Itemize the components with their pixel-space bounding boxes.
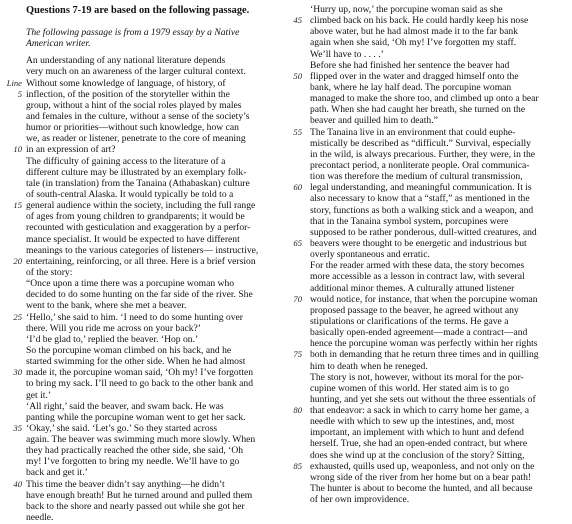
line-number-marker: 75 (293, 349, 302, 360)
passage-line: of south-central Alaska. It would typically be told to a (26, 188, 234, 200)
passage-line: wrong side of the river from her home but on a bear path! (310, 471, 532, 483)
passage-line: tion was therefore the medium of cultural transmission, (310, 171, 523, 183)
passage-line: that in the Tanaina symbol system, porcupines were (310, 215, 509, 227)
passage-line: they had practically reached the other side, she said, ‘Oh (26, 445, 244, 457)
passage-line: bank, where he lay half dead. The porcupine woman (310, 81, 512, 93)
passage-line: path. When she had caught her breath, she turned on the (310, 104, 526, 116)
passage-line: back and get it.’ (26, 467, 88, 479)
passage-line: started swimming for the other side. When he had almost (26, 356, 246, 368)
passage-line: tale (in translation) from the Tanaina (Athabaskan) culture (26, 177, 250, 189)
passage-line: managed to make the shore too, and climbed up onto a bear (310, 93, 539, 105)
line-number-marker: 15 (13, 200, 22, 211)
passage-line: him to death when he reneged. (310, 360, 428, 372)
passage-line: get it.’ (26, 389, 52, 401)
passage-line: climbed back on his back. He could hardly keep his nose (310, 15, 529, 27)
passage-line: proposed passage to the beaver, he agreed without any (310, 304, 519, 316)
passage-line: important, an implement with which to hunt and defend (310, 427, 524, 439)
passage-line: ‘Okay,’ she said. ‘Let’s go.’ So they started across (26, 422, 218, 434)
passage-line: made it, the porcupine woman said, ‘Oh my! I’ve forgotten (26, 367, 254, 379)
passage-line: humor or priorities—without such knowledge, how can (26, 122, 239, 134)
passage-line: does she wind up at the conclusion of the story? Sitting, (310, 449, 525, 461)
passage-line: hunting, and yet she sets out without the three essentials of (310, 393, 536, 405)
passage-line: of ages from young children to grandparents; it would be (26, 211, 245, 223)
passage-line: needle. (26, 512, 54, 524)
right-passage-text (310, 4, 564, 505)
passage-line: story, functions as both a walking stick and a weapon, and (310, 204, 534, 216)
passage-line: needle with which to sew up the intestines, and, most (310, 416, 515, 428)
line-number-marker: 60 (293, 182, 302, 193)
passage-line: of her own improvidence. (310, 494, 410, 506)
passage-line: very much on an awareness of the larger cultural context. (26, 66, 246, 78)
passage-line: back to the shore and nearly passed out while she got her (26, 500, 245, 512)
passage-line: The hunter is about to become the hunted, and all because (310, 483, 533, 495)
line-number-marker: 70 (293, 293, 302, 304)
passage-line: The story is not, however, without its moral for the por- (310, 371, 524, 383)
passage-line: we, as reader or listener, penetrate to the core of meaning (26, 133, 246, 145)
passage-line: panting while the porcupine woman went to get her sack. (26, 411, 246, 423)
passage-line: mistically be described as “difficult.” Survival, especially (310, 137, 531, 149)
passage-line: went to the bank, where she met a beaver. (26, 300, 187, 312)
line-number-marker: 5 (17, 88, 22, 99)
passage-line: also necessary to know that a “staff,” as mentioned in the (310, 193, 530, 205)
left-passage-text (26, 55, 287, 523)
passage-line: ‘I’d be glad to,’ replied the beaver. ‘Hop on.’ (26, 333, 199, 345)
passage-line: of the story: (26, 266, 73, 278)
right-column (310, 4, 564, 505)
passage-line: that endeavor: a sack in which to carry home her game, a (310, 405, 529, 417)
line-number-marker: 65 (293, 237, 302, 248)
line-number-marker: 80 (293, 405, 302, 416)
passage-line: supposed to be rather ponderous, dull-witted creatures, and (310, 226, 537, 238)
intro-line: American writer. (26, 38, 91, 50)
passage-line: decided to do some hunting on the far side of the river. She (26, 289, 253, 301)
passage-line: ‘Hello,’ she said to him. ‘I need to do some hunting over (26, 311, 243, 323)
line-number-marker: 20 (13, 255, 22, 266)
passage-line: An understanding of any national literature depends (26, 55, 226, 67)
passage-line: hence the porcupine woman was perfectly within her rights (310, 338, 538, 350)
passage-line: stipulations or clarifications of the terms. He gave a (310, 315, 509, 327)
passage-line: ‘All right,’ said the beaver, and swam back. He was (26, 400, 224, 412)
line-number-marker: 55 (293, 126, 302, 137)
passage-line: general audience within the society, including the full range (26, 200, 256, 212)
passage-line: in an expression of art? (26, 144, 116, 156)
passage-line: different culture may be illustrated by an exemplary folk- (26, 166, 247, 178)
passage-line: So the porcupine woman climbed on his back, and he (26, 344, 232, 356)
passage-line: recounted with gesticulation and exaggeration by a perfor- (26, 222, 251, 234)
passage-line: precontact period, a nonliterate people. Oral communica- (310, 159, 530, 171)
passage-line: beaver and quilled him to death.” (310, 115, 438, 127)
passage-line: The Tanaina live in an environment that could euphe- (310, 126, 516, 138)
passage-line: The difficulty of gaining access to the literature of a (26, 155, 226, 167)
passage-line: again when she said, ‘Oh my! I’ve forgotten my staff. (310, 37, 517, 49)
passage-line: my! I’ve forgotten to bring my needle. We’ll have to go (26, 456, 240, 468)
passage-line: exhausted, quills used up, weaponless, and not only on the (310, 460, 535, 472)
line-number-marker: 50 (293, 70, 302, 81)
passage-line: meanings to the various categories of listeners— instructive, (26, 244, 259, 256)
passage-line: herself. True, she had an open-ended contract, but where (310, 438, 528, 450)
line-number-marker: 25 (13, 311, 22, 322)
passage-line: basically open-ended agreement—made a contract—and (310, 327, 528, 339)
line-number-marker: 85 (293, 460, 302, 471)
passage-line: more accessible as a lesson in contract law, with several (310, 271, 525, 283)
passage-line: additional minor themes. A culturally attuned listener (310, 282, 515, 294)
passage-line: cupine women of this world. Her stated aim is to go (310, 382, 510, 394)
passage-line: group, without a hint of the social roles played by males (26, 99, 242, 111)
heading-spacer (26, 18, 287, 27)
passage-line: ‘Hurry up, now,’ the porcupine woman said as she (310, 4, 503, 15)
passage-line: mance specialist. It would be expected to have different (26, 233, 240, 245)
passage-line: have enough breath! But he turned around and pulled them (26, 489, 253, 501)
passage-line: Before she had finished her sentence the beaver had (310, 59, 510, 71)
passage-line: there. Will you ride me across on your back?’ (26, 322, 201, 334)
line-number-marker: 10 (13, 144, 22, 155)
left-column (26, 4, 287, 523)
passage-line: flipped over in the water and dragged himself onto the (310, 70, 519, 82)
passage-line: and females in the culture, without a sense of the society’s (26, 110, 250, 122)
passage-line: beavers were thought to be energetic and industrious but (310, 237, 527, 249)
passage-line: Without some knowledge of language, of history, of (26, 77, 226, 89)
intro-line: The following passage is from a 1979 essay by a Native (26, 27, 240, 38)
passage-line: again. The beaver was swimming much more slowly. When (26, 434, 256, 446)
passage-line: overly spontaneous and erratic. (310, 249, 430, 261)
line-number-marker: 30 (13, 367, 22, 378)
passage-line: both in demanding that he return three times and in quilling (310, 349, 539, 361)
passage-line: inflection, of the position of the storyteller within the (26, 88, 230, 100)
line-number-marker: 35 (13, 422, 22, 433)
passage-line: to bring my sack. I’ll need to go back to the other bank and (26, 378, 253, 390)
passage-line: For the reader armed with these data, the story becomes (310, 260, 525, 272)
passage-line: above water, but he had almost made it to the far bank (310, 26, 518, 38)
passage-line: would notice, for instance, that when the porcupine woman (310, 293, 538, 305)
line-number-marker: 40 (13, 478, 22, 489)
passage-line: in the wild, is always precarious. Further, they were, in the (310, 148, 536, 160)
questions-heading: Questions 7-19 are based on the following passage. (26, 5, 250, 16)
line-number-marker: 45 (293, 15, 302, 26)
passage-line: We’ll have to . . . .’ (310, 48, 384, 60)
line-number-marker: Line (6, 77, 22, 88)
passage-line: This time the beaver didn’t say anything—he didn’t (26, 478, 225, 490)
passage-line: “Once upon a time there was a porcupine woman who (26, 278, 235, 290)
passage-line: entertaining, reinforcing, or all three. Here is a brief version (26, 255, 256, 267)
passage-line: legal understanding, and meaningful communication. It is (310, 182, 532, 194)
